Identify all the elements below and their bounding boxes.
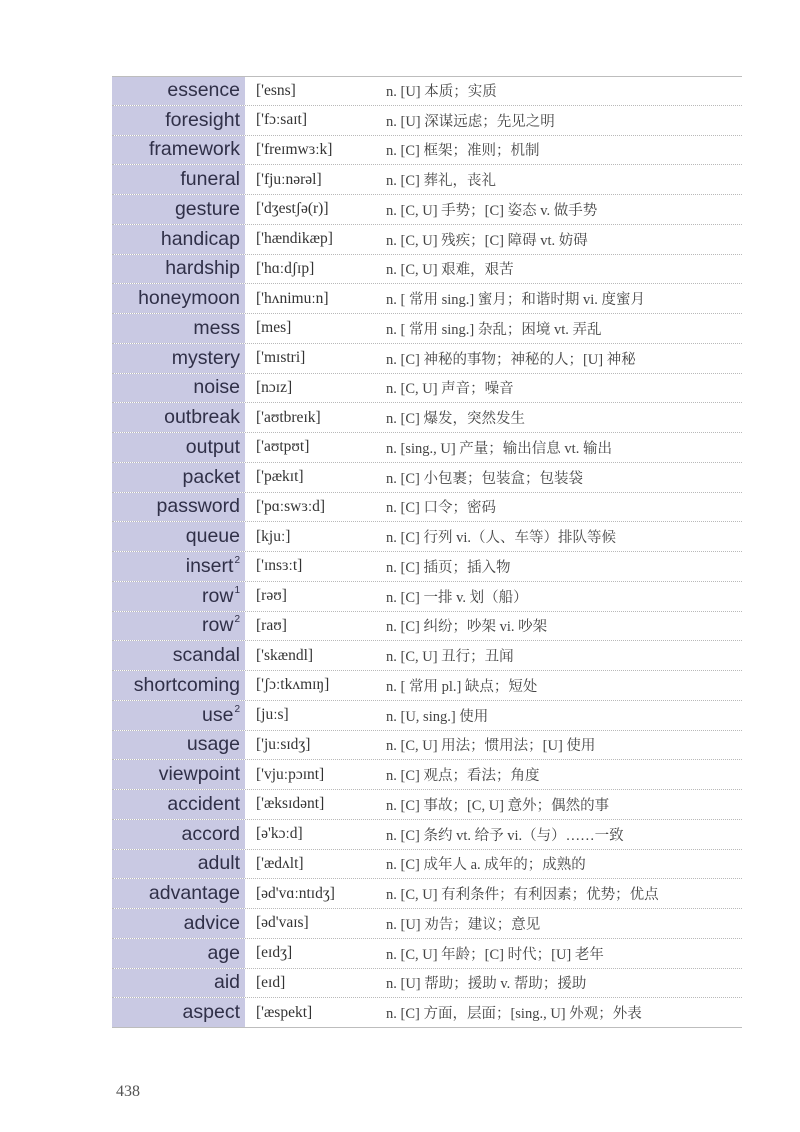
headword (112, 671, 246, 700)
vocab-row (112, 403, 742, 433)
definition: n. [C] 行列 vi.（人、车等）排队等候 (386, 530, 616, 547)
headword (112, 255, 246, 284)
phonetic: ['mɪstri] (256, 349, 306, 367)
headword (112, 850, 246, 879)
phonetic: [əd'vaɪs] (256, 914, 309, 932)
vocab-row (112, 939, 742, 969)
vocab-row (112, 850, 742, 880)
definition: n. [U] 深谋远虑；先见之明 (386, 113, 555, 130)
headword (112, 463, 246, 492)
headword (112, 284, 246, 313)
vocab-row (112, 879, 742, 909)
page-number: 438 (116, 1083, 140, 1100)
definition: n. [sing., U] 产量；输出信息 vt. 输出 (386, 440, 612, 457)
headword-text: packet (182, 465, 240, 488)
headword-text: mystery (171, 346, 240, 369)
phonetic: [kjuː] (256, 527, 291, 545)
headword (112, 403, 246, 432)
vocab-row (112, 165, 742, 195)
phonetic: ['freɪmwɜːk] (256, 140, 333, 158)
vocab-row (112, 76, 742, 106)
phonetic: ['hɑːdʃɪp] (256, 259, 315, 277)
vocab-row (112, 760, 742, 790)
definition: n. [U] 本质；实质 (386, 84, 497, 101)
definition: n. [C] 观点；看法；角度 (386, 768, 540, 785)
definition: n. [ 常用 pl.] 缺点；短处 (386, 678, 538, 695)
headword-text: usage (186, 733, 240, 756)
vocab-row (112, 374, 742, 404)
headword (112, 165, 246, 194)
headword (112, 136, 246, 165)
definition: n. [C] 框架；准则；机制 (386, 143, 540, 160)
headword-text: handicap (160, 227, 240, 250)
headword-text: gesture (174, 197, 240, 220)
definition: n. [ 常用 sing.] 蜜月；和谐时期 vi. 度蜜月 (386, 292, 645, 309)
vocab-row (112, 255, 742, 285)
definition: n. [U] 劝告；建议；意见 (386, 916, 541, 933)
vocab-row (112, 225, 742, 255)
definition: n. [C] 口令；密码 (386, 500, 496, 517)
headword (112, 939, 246, 968)
definition: n. [C, U] 用法；惯用法；[U] 使用 (386, 738, 596, 755)
headword (112, 225, 246, 254)
headword (112, 969, 246, 998)
headword-text: row (202, 614, 234, 637)
headword-text: output (185, 435, 240, 458)
headword (112, 374, 246, 403)
headword (112, 77, 246, 105)
vocab-row (112, 909, 742, 939)
headword-text: insert (185, 554, 234, 577)
phonetic: ['aʊtpʊt] (256, 438, 310, 456)
vocabulary-table (112, 76, 742, 1028)
headword (112, 909, 246, 938)
phonetic: ['æksɪdənt] (256, 795, 325, 813)
homograph-number: 2 (234, 554, 240, 566)
vocab-row (112, 284, 742, 314)
headword-text: hardship (165, 257, 240, 280)
vocab-row (112, 463, 742, 493)
headword-text: aspect (182, 1001, 240, 1024)
vocab-row (112, 493, 742, 523)
phonetic: [nɔɪz] (256, 378, 293, 396)
vocab-row (112, 731, 742, 761)
headword-text: noise (193, 376, 240, 399)
definition: n. [C] 小包裹；包装盒；包装袋 (386, 470, 583, 487)
vocab-row (112, 136, 742, 166)
phonetic: [eɪd] (256, 973, 286, 991)
headword-text: outbreak (164, 406, 240, 429)
definition: n. [U, sing.] 使用 (386, 708, 489, 725)
headword-text: queue (185, 525, 240, 548)
headword-text: advantage (148, 882, 240, 905)
phonetic: ['fɔːsaɪt] (256, 111, 307, 129)
phonetic: ['pɑːswɜːd] (256, 497, 326, 515)
phonetic: ['ɪnsɜːt] (256, 557, 303, 575)
headword (112, 790, 246, 819)
definition: n. [C] 纠纷；吵架 vi. 吵架 (386, 619, 548, 636)
vocab-row (112, 641, 742, 671)
definition: n. [C] 方面，层面；[sing., U] 外观；外表 (386, 1006, 642, 1023)
vocab-row (112, 344, 742, 374)
definition: n. [C] 爆发，突然发生 (386, 411, 525, 428)
headword-text: age (207, 941, 240, 964)
definition: n. [C] 葬礼，丧礼 (386, 173, 496, 190)
definition: n. [C, U] 艰难，艰苦 (386, 262, 514, 279)
vocab-row (112, 998, 742, 1028)
phonetic: [raʊ] (256, 616, 287, 634)
vocab-row (112, 612, 742, 642)
vocab-row (112, 701, 742, 731)
phonetic: [mes] (256, 319, 292, 337)
headword (112, 522, 246, 551)
headword-text: use (201, 703, 234, 726)
definition: n. [C] 成年人 a. 成年的；成熟的 (386, 857, 586, 874)
headword-text: essence (167, 79, 240, 102)
phonetic: [rəʊ] (256, 587, 287, 605)
headword (112, 552, 246, 581)
headword-text: accident (167, 792, 240, 815)
headword-text: advice (183, 911, 240, 934)
homograph-number: 1 (234, 584, 240, 596)
phonetic: ['pækɪt] (256, 468, 304, 486)
definition: n. [C, U] 手势；[C] 姿态 v. 做手势 (386, 202, 598, 219)
definition: n. [C, U] 年龄；[C] 时代；[U] 老年 (386, 946, 604, 963)
vocab-row (112, 790, 742, 820)
definition: n. [U] 帮助；援助 v. 帮助；援助 (386, 976, 587, 993)
headword (112, 582, 246, 611)
headword (112, 612, 246, 641)
vocab-row (112, 522, 742, 552)
headword (112, 433, 246, 462)
phonetic: [eɪdʒ] (256, 944, 293, 962)
vocab-row (112, 582, 742, 612)
headword-text: funeral (180, 168, 240, 191)
headword-text: aid (213, 971, 240, 994)
homograph-number: 2 (234, 703, 240, 715)
definition: n. [C, U] 声音；噪音 (386, 381, 514, 398)
headword (112, 998, 246, 1027)
definition: n. [C] 事故；[C, U] 意外；偶然的事 (386, 797, 610, 814)
headword-text: honeymoon (138, 287, 240, 310)
phonetic: ['juːsɪdʒ] (256, 735, 311, 753)
phonetic: ['ʃɔːtkʌmɪŋ] (256, 676, 330, 694)
definition: n. [C] 插页；插入物 (386, 559, 511, 576)
headword (112, 314, 246, 343)
headword-text: mess (193, 316, 240, 339)
phonetic: ['skændl] (256, 646, 314, 664)
phonetic: ['æspekt] (256, 1003, 313, 1021)
phonetic: ['vjuːpɔɪnt] (256, 765, 325, 783)
vocab-row (112, 552, 742, 582)
definition: n. [ 常用 sing.] 杂乱；困境 vt. 弄乱 (386, 321, 602, 338)
phonetic: ['esns] (256, 81, 296, 99)
headword (112, 493, 246, 522)
headword-text: password (156, 495, 240, 518)
headword-text: scandal (172, 644, 240, 667)
vocab-row (112, 195, 742, 225)
phonetic: ['fjuːnərəl] (256, 170, 322, 188)
headword (112, 344, 246, 373)
headword-text: adult (197, 852, 240, 875)
phonetic: [əd'vɑːntɪdʒ] (256, 884, 335, 902)
headword (112, 701, 246, 730)
vocab-row (112, 969, 742, 999)
headword-text: framework (148, 138, 240, 161)
vocab-row (112, 433, 742, 463)
phonetic: [juːs] (256, 706, 289, 724)
headword (112, 731, 246, 760)
phonetic: ['aʊtbreɪk] (256, 408, 321, 426)
headword-text: accord (181, 822, 240, 845)
definition: n. [C, U] 残疾；[C] 障碍 vt. 妨碍 (386, 232, 588, 249)
headword (112, 641, 246, 670)
headword (112, 879, 246, 908)
phonetic: ['ædʌlt] (256, 854, 304, 872)
phonetic: ['hændikæp] (256, 230, 333, 248)
vocab-row (112, 106, 742, 136)
homograph-number: 2 (234, 614, 240, 626)
headword-text: viewpoint (158, 763, 240, 786)
definition: n. [C, U] 有利条件；有利因素；优势；优点 (386, 887, 659, 904)
headword-text: shortcoming (133, 673, 240, 696)
vocab-row (112, 671, 742, 701)
definition: n. [C] 神秘的事物；神秘的人；[U] 神秘 (386, 351, 636, 368)
phonetic: ['dʒestʃə(r)] (256, 200, 329, 218)
headword-text: row (202, 584, 234, 607)
definition: n. [C] 条约 vt. 给予 vi.（与）……一致 (386, 827, 624, 844)
phonetic: [ə'kɔːd] (256, 825, 303, 843)
headword-text: foresight (165, 108, 240, 131)
definition: n. [C, U] 丑行；丑闻 (386, 649, 514, 666)
headword (112, 760, 246, 789)
phonetic: ['hʌnimuːn] (256, 289, 329, 307)
vocab-row (112, 820, 742, 850)
headword (112, 106, 246, 135)
headword (112, 195, 246, 224)
headword (112, 820, 246, 849)
definition: n. [C] 一排 v. 划（船） (386, 589, 528, 606)
vocab-row (112, 314, 742, 344)
